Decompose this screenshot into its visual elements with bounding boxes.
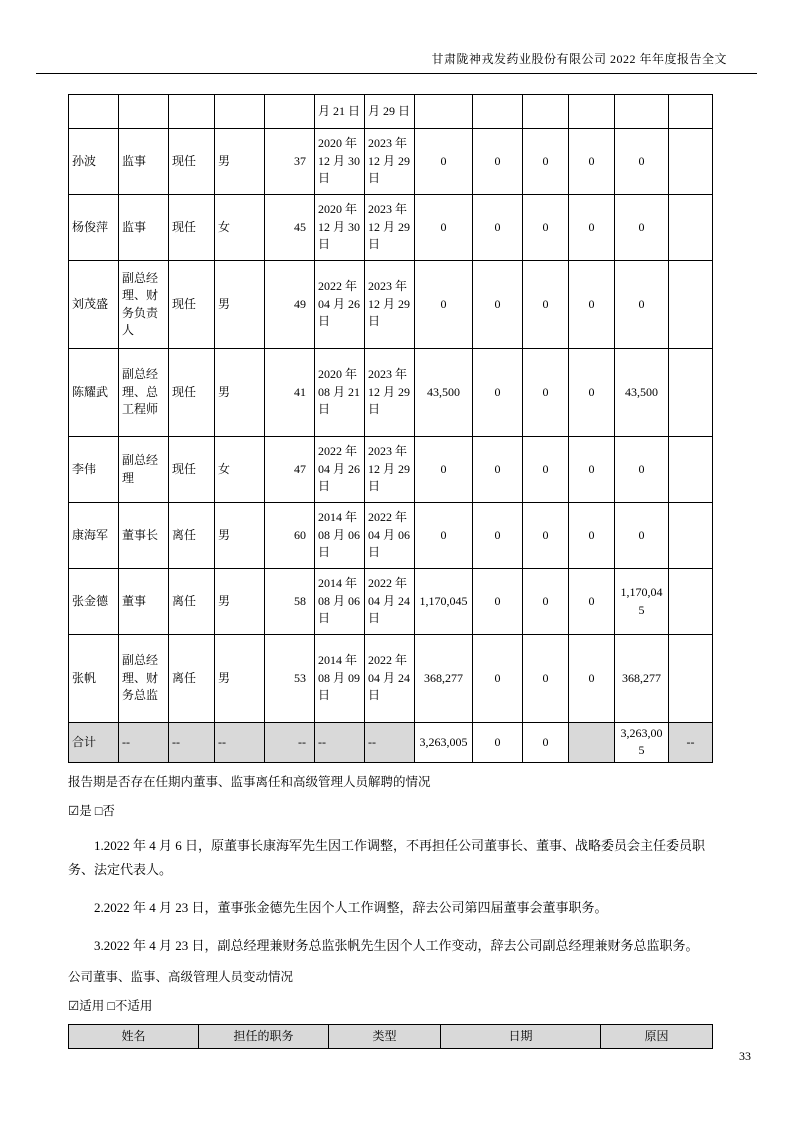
table-cell: 47 — [265, 437, 315, 503]
table-cell: -- — [265, 723, 315, 763]
table-cell: 0 — [473, 635, 523, 723]
table-cell: 1,170,045 — [615, 569, 669, 635]
table-cell: -- — [315, 723, 365, 763]
table-cell — [669, 129, 713, 195]
table-cell — [569, 723, 615, 763]
table-cell — [69, 95, 119, 129]
table-cell: 0 — [473, 437, 523, 503]
table-cell: 2023 年 12 月 29 日 — [365, 129, 415, 195]
table-cell: 孙波 — [69, 129, 119, 195]
table-cell: -- — [669, 723, 713, 763]
table-cell: 男 — [215, 569, 265, 635]
table-cell: 0 — [473, 195, 523, 261]
change-table-header-row — [69, 1024, 713, 1048]
table-cell: 监事 — [119, 195, 169, 261]
table-cell: 0 — [473, 569, 523, 635]
table-cell: 0 — [523, 635, 569, 723]
table-cell: 2022 年 04 月 26 日 — [315, 261, 365, 349]
table-cell: 0 — [569, 569, 615, 635]
table-cell — [669, 349, 713, 437]
table-cell: 0 — [523, 349, 569, 437]
table-cell: 0 — [615, 129, 669, 195]
table-cell: 43,500 — [615, 349, 669, 437]
table-cell: 现任 — [169, 437, 215, 503]
table-cell: 男 — [215, 503, 265, 569]
table-cell: 杨俊萍 — [69, 195, 119, 261]
table-cell: -- — [365, 723, 415, 763]
table-cell: 41 — [265, 349, 315, 437]
table-cell — [473, 95, 523, 129]
continued-row — [69, 95, 713, 129]
header-divider — [36, 73, 757, 74]
table-cell: 现任 — [169, 129, 215, 195]
person-row — [69, 635, 713, 723]
person-row — [69, 349, 713, 437]
table-cell: 2014 年 08 月 06 日 — [315, 503, 365, 569]
table-cell — [669, 569, 713, 635]
table-cell: 董事长 — [119, 503, 169, 569]
table-cell: 0 — [415, 261, 473, 349]
column-header: 类型 — [329, 1024, 441, 1048]
person-row — [69, 503, 713, 569]
table-cell: 53 — [265, 635, 315, 723]
report-header — [36, 36, 757, 73]
table-cell: 368,277 — [415, 635, 473, 723]
table-cell: 2022 年 04 月 24 日 — [365, 635, 415, 723]
person-row — [69, 195, 713, 261]
table-cell: 现任 — [169, 261, 215, 349]
applicable-checkboxes: ☑适用 □不适用 — [68, 999, 153, 1014]
table-cell: 0 — [523, 503, 569, 569]
table-cell: 女 — [215, 437, 265, 503]
table-cell: 0 — [415, 503, 473, 569]
departure-question: 报告期是否存在任期内董事、监事离任和高级管理人员解聘的情况 — [68, 774, 431, 789]
table-cell: 0 — [473, 503, 523, 569]
table-cell: 37 — [265, 129, 315, 195]
table-cell: 0 — [615, 261, 669, 349]
table-cell: 0 — [569, 129, 615, 195]
table-cell: 0 — [569, 195, 615, 261]
table-cell: 副总经理、财务总监 — [119, 635, 169, 723]
table-cell: 张金德 — [69, 569, 119, 635]
yes-no-checkboxes: ☑是 □否 — [68, 803, 115, 818]
page-number: 33 — [739, 1049, 751, 1063]
table-cell: 0 — [615, 437, 669, 503]
table-cell: 0 — [473, 723, 523, 763]
table-cell: 0 — [523, 437, 569, 503]
table-cell: 0 — [523, 261, 569, 349]
departure-paragraph-1: 1.2022 年 4 月 6 日，原董事长康海军先生因工作调整，不再担任公司董事长、董事、战略委员会主任委员职务、法定代表人。 — [68, 838, 706, 878]
table-cell: 1,170,045 — [415, 569, 473, 635]
table-cell: -- — [215, 723, 265, 763]
table-cell: 0 — [415, 195, 473, 261]
table-cell: 现任 — [169, 195, 215, 261]
table-cell: 0 — [473, 129, 523, 195]
table-cell — [669, 195, 713, 261]
table-cell: 45 — [265, 195, 315, 261]
report-title: 甘肃陇神戎发药业股份有限公司 2022 年年度报告全文 — [431, 52, 727, 66]
table-cell: 0 — [523, 723, 569, 763]
table-cell: 合计 — [69, 723, 119, 763]
table-cell: 43,500 — [415, 349, 473, 437]
table-cell: 49 — [265, 261, 315, 349]
table-cell — [569, 95, 615, 129]
table-cell: 0 — [615, 195, 669, 261]
table-cell: 副总经理、财务负责人 — [119, 261, 169, 349]
table-cell: 0 — [523, 569, 569, 635]
departure-paragraph-3: 3.2022 年 4 月 23 日，副总经理兼财务总监张帆先生因个人工作变动，辞去公司副总经理兼财务总监职务。 — [94, 938, 699, 954]
table-cell — [669, 635, 713, 723]
column-header: 担任的职务 — [199, 1024, 329, 1048]
table-cell: 0 — [569, 503, 615, 569]
table-cell: 2022 年 04 月 26 日 — [315, 437, 365, 503]
table-cell — [669, 261, 713, 349]
table-cell: 2023 年 12 月 29 日 — [365, 437, 415, 503]
column-header: 日期 — [441, 1024, 601, 1048]
table-cell: 3,263,005 — [615, 723, 669, 763]
table-cell: 陈耀武 — [69, 349, 119, 437]
table-cell: 0 — [415, 129, 473, 195]
table-cell: 康海军 — [69, 503, 119, 569]
departure-paragraph-2: 2.2022 年 4 月 23 日，董事张金德先生因个人工作调整，辞去公司第四届董事会董事职务。 — [94, 900, 608, 916]
table-cell: 0 — [569, 261, 615, 349]
table-cell: 368,277 — [615, 635, 669, 723]
change-table — [68, 1024, 713, 1049]
table-cell: 58 — [265, 569, 315, 635]
table-cell: 2020 年 08 月 21 日 — [315, 349, 365, 437]
table-cell: 离任 — [169, 635, 215, 723]
table-cell: 离任 — [169, 569, 215, 635]
table-cell — [615, 95, 669, 129]
table-cell: 2014 年 08 月 09 日 — [315, 635, 365, 723]
table-cell: 2020 年 12 月 30 日 — [315, 129, 365, 195]
page-content — [68, 94, 725, 1049]
person-row — [69, 569, 713, 635]
table-cell: 董事 — [119, 569, 169, 635]
table-cell: 2023 年 12 月 29 日 — [365, 261, 415, 349]
table-cell: 0 — [523, 195, 569, 261]
table-cell: 李伟 — [69, 437, 119, 503]
table-cell: 离任 — [169, 503, 215, 569]
change-section-title: 公司董事、监事、高级管理人员变动情况 — [68, 970, 294, 985]
column-header: 姓名 — [69, 1024, 199, 1048]
table-cell — [415, 95, 473, 129]
column-header: 原因 — [601, 1024, 713, 1048]
table-cell: 3,263,005 — [415, 723, 473, 763]
table-cell: 监事 — [119, 129, 169, 195]
table-cell: 月 29 日 — [365, 95, 415, 129]
table-cell: 60 — [265, 503, 315, 569]
table-cell: 副总经理、总工程师 — [119, 349, 169, 437]
table-cell: 2020 年 12 月 30 日 — [315, 195, 365, 261]
table-cell: 男 — [215, 349, 265, 437]
table-cell — [669, 503, 713, 569]
table-cell: 0 — [473, 261, 523, 349]
table-cell: 现任 — [169, 349, 215, 437]
table-cell: 张帆 — [69, 635, 119, 723]
table-cell: 0 — [569, 349, 615, 437]
table-cell: -- — [119, 723, 169, 763]
table-cell: 刘茂盛 — [69, 261, 119, 349]
table-cell: 女 — [215, 195, 265, 261]
table-cell — [119, 95, 169, 129]
table-cell: 2023 年 12 月 29 日 — [365, 349, 415, 437]
table-cell: 男 — [215, 261, 265, 349]
table-cell: 2022 年 04 月 06 日 — [365, 503, 415, 569]
table-cell: 0 — [473, 349, 523, 437]
table-cell: 0 — [569, 437, 615, 503]
table-cell: 男 — [215, 635, 265, 723]
table-cell: 2014 年 08 月 06 日 — [315, 569, 365, 635]
table-cell — [215, 95, 265, 129]
table-cell — [265, 95, 315, 129]
person-row — [69, 437, 713, 503]
table-cell: 0 — [523, 129, 569, 195]
total-row — [69, 723, 713, 763]
table-cell: -- — [169, 723, 215, 763]
table-cell: 0 — [569, 635, 615, 723]
personnel-table — [68, 94, 713, 763]
table-cell — [169, 95, 215, 129]
table-cell: 副总经理 — [119, 437, 169, 503]
table-cell — [523, 95, 569, 129]
person-row — [69, 261, 713, 349]
table-cell — [669, 437, 713, 503]
table-cell — [669, 95, 713, 129]
table-cell: 2023 年 12 月 29 日 — [365, 195, 415, 261]
person-row — [69, 129, 713, 195]
table-cell: 0 — [415, 437, 473, 503]
table-cell: 2022 年 04 月 24 日 — [365, 569, 415, 635]
table-cell: 月 21 日 — [315, 95, 365, 129]
table-cell: 0 — [615, 503, 669, 569]
table-cell: 男 — [215, 129, 265, 195]
